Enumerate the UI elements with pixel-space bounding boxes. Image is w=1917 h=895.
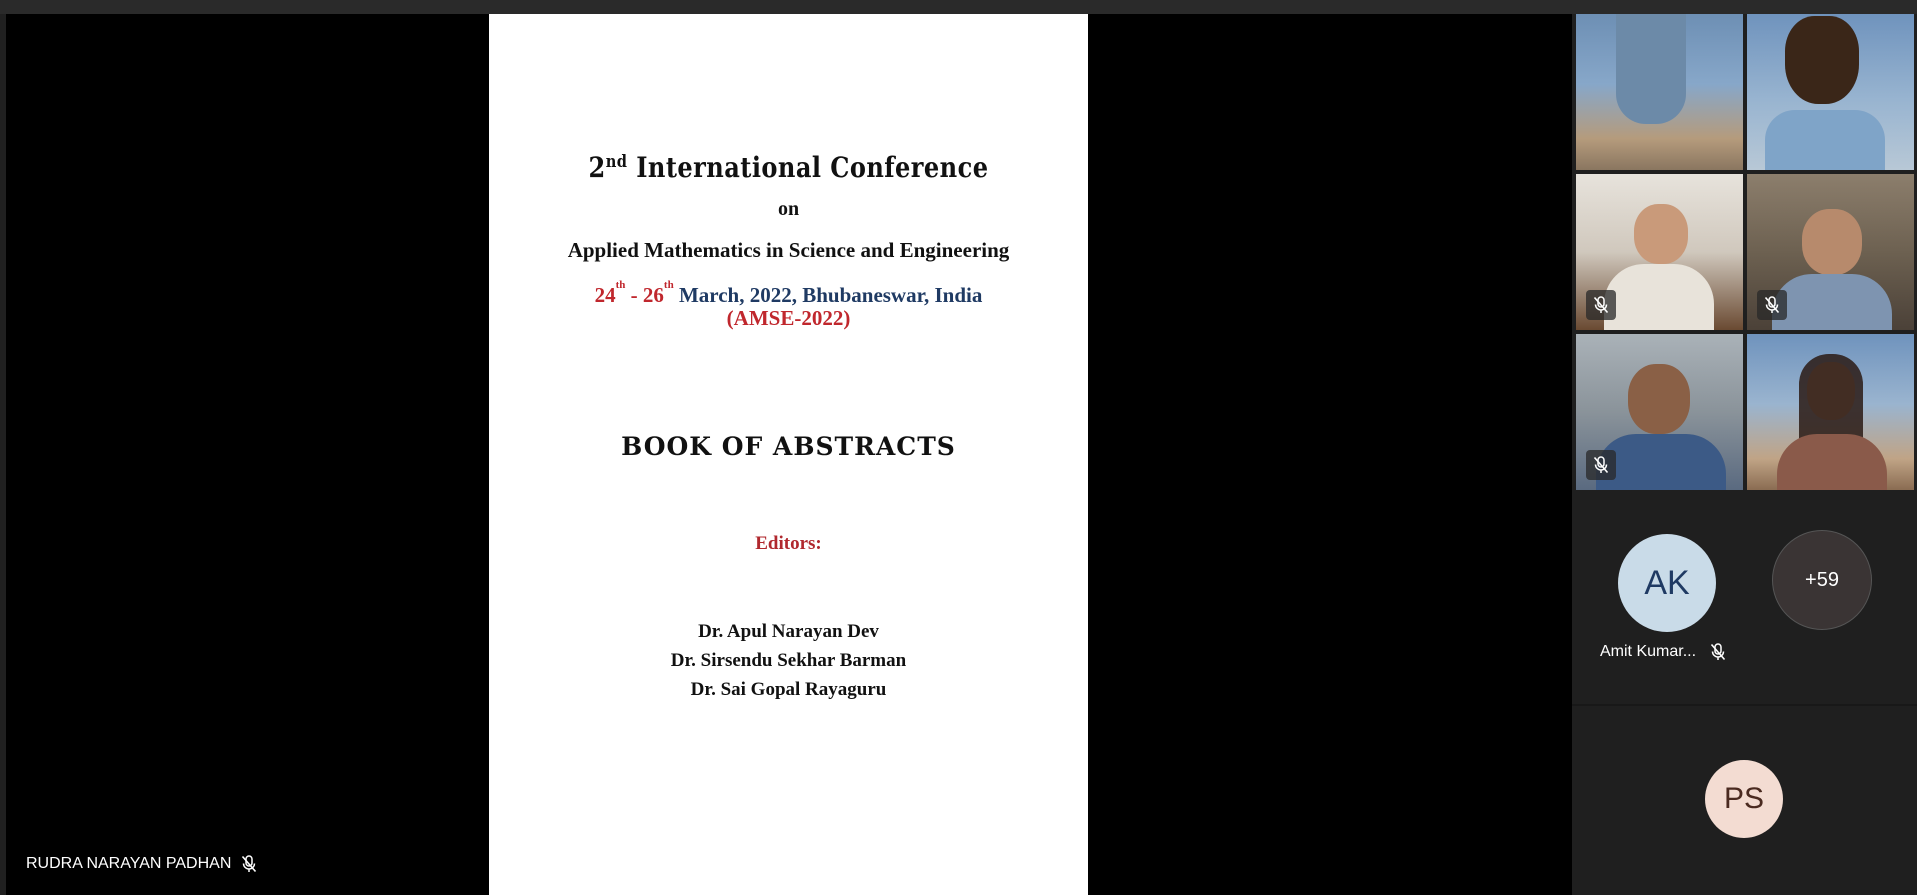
editor-name: Dr. Apul Narayan Dev	[698, 621, 879, 642]
conference-title: 2nd International Conference	[588, 151, 989, 184]
mic-off-badge	[1586, 290, 1616, 320]
more-participants-count: +59	[1805, 568, 1839, 591]
conference-dates: 24th - 26th March, 2022, Bhubaneswar, India	[594, 279, 983, 307]
mic-off-icon	[1764, 296, 1780, 314]
top-bar	[0, 0, 1917, 14]
participant-shirt	[1772, 274, 1892, 330]
participant-name: Amit Kumar...	[1600, 643, 1697, 660]
avatar-initials: AK	[1644, 563, 1690, 602]
presenter-label	[26, 855, 257, 873]
participant-shirt	[1765, 110, 1885, 170]
participant-video-tile[interactable]	[1576, 334, 1743, 490]
participant-shirt	[1604, 264, 1714, 330]
participant-video-tile[interactable]	[1747, 334, 1914, 490]
participant-face	[1785, 16, 1859, 104]
editor-name: Dr. Sirsendu Sekhar Barman	[670, 650, 907, 671]
avatar[interactable]	[1705, 760, 1783, 838]
panel-divider	[1572, 704, 1917, 706]
mic-off-icon	[1593, 456, 1609, 474]
mic-off-icon	[1710, 643, 1726, 661]
conference-acronym: (AMSE-2022)	[726, 306, 851, 330]
shared-document	[489, 14, 1088, 895]
participant-shirt	[1777, 434, 1887, 490]
on-text: on	[777, 198, 800, 220]
participants-panel	[1572, 14, 1917, 895]
participant-figure	[1616, 14, 1686, 124]
editors-label: Editors:	[755, 533, 822, 554]
participant-face	[1634, 204, 1688, 264]
avatar[interactable]	[1618, 534, 1716, 632]
avatar-initials: PS	[1723, 782, 1765, 815]
participant-video-tile[interactable]	[1747, 14, 1914, 170]
mic-off-icon	[1593, 296, 1609, 314]
mic-off-icon	[241, 855, 257, 873]
editor-name: Dr. Sai Gopal Rayaguru	[690, 679, 887, 700]
participant-name-label	[1600, 643, 1726, 661]
participant-video-tile[interactable]	[1747, 174, 1914, 330]
mic-off-badge	[1757, 290, 1787, 320]
book-title: BOOK OF ABSTRACTS	[621, 432, 956, 461]
participant-video-tile[interactable]	[1576, 14, 1743, 170]
more-participants-button[interactable]	[1772, 530, 1872, 630]
conference-subject: Applied Mathematics in Science and Engineering	[567, 238, 1010, 262]
participant-face	[1628, 364, 1690, 434]
presenter-name: RUDRA NARAYAN PADHAN	[26, 855, 232, 872]
mic-off-badge	[1586, 450, 1616, 480]
participant-video-tile[interactable]	[1576, 174, 1743, 330]
participant-face	[1802, 209, 1862, 275]
